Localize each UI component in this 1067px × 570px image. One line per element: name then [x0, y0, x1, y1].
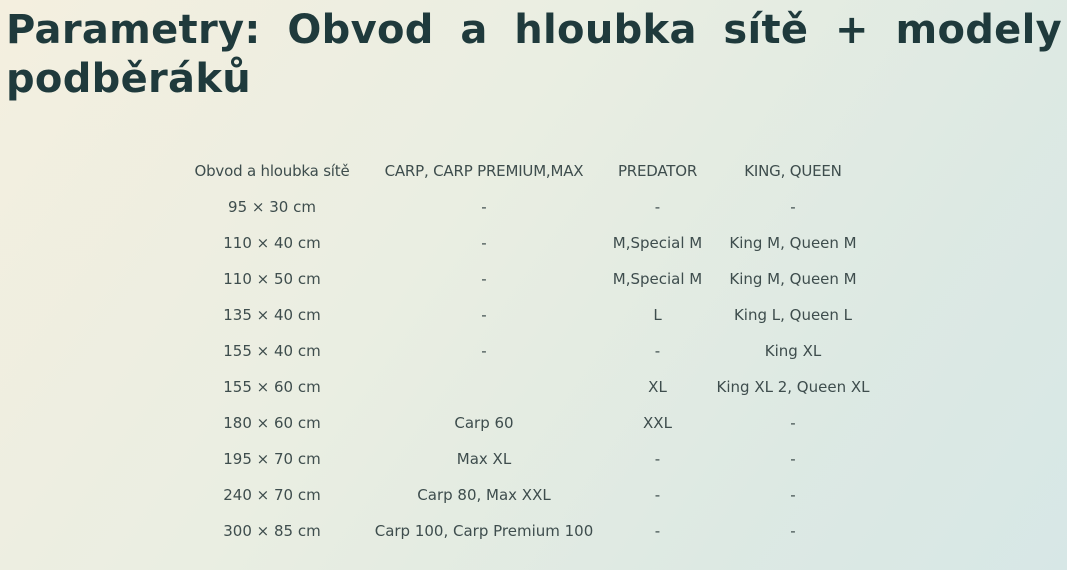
net-size-table	[182, 153, 877, 549]
cell-predator: -	[654, 522, 661, 540]
header-king-queen: KING, QUEEN	[744, 162, 842, 180]
cell-king-queen: King M, Queen M	[729, 270, 857, 288]
cell-net-size: 180 × 60 cm	[223, 414, 321, 432]
cell-net-size: 135 × 40 cm	[223, 306, 321, 324]
cell-net-size: 195 × 70 cm	[223, 450, 321, 468]
cell-predator: -	[654, 486, 661, 504]
cell-net-size: 110 × 40 cm	[223, 234, 321, 252]
cell-carp: Carp 100, Carp Premium 100	[374, 522, 594, 540]
cell-king-queen: -	[790, 522, 796, 540]
table-container	[182, 153, 882, 549]
cell-predator: -	[654, 450, 661, 468]
table-row	[182, 297, 877, 333]
cell-king-queen: King M, Queen M	[729, 234, 857, 252]
table-row	[182, 369, 877, 405]
cell-net-size: 95 × 30 cm	[228, 198, 316, 216]
cell-carp: -	[481, 198, 487, 216]
table-row	[182, 477, 877, 513]
cell-king-queen: -	[790, 450, 796, 468]
cell-carp: Carp 80, Max XXL	[417, 486, 551, 504]
header-net-size: Obvod a hloubka sítě	[194, 162, 350, 180]
cell-predator: XL	[648, 378, 667, 396]
cell-king-queen: King L, Queen L	[733, 306, 853, 324]
table-row	[182, 225, 877, 261]
cell-net-size: 155 × 40 cm	[223, 342, 321, 360]
cell-king-queen: King XL 2, Queen XL	[716, 378, 870, 396]
cell-carp: Carp 60	[454, 414, 514, 432]
header-predator: PREDATOR	[617, 162, 698, 180]
table-row	[182, 189, 877, 225]
cell-net-size: 300 × 85 cm	[223, 522, 321, 540]
cell-predator: -	[654, 198, 661, 216]
cell-predator: M,Special M	[612, 234, 703, 252]
cell-king-queen: -	[790, 198, 796, 216]
cell-net-size: 110 × 50 cm	[223, 270, 321, 288]
cell-carp: -	[481, 342, 487, 360]
cell-predator: M,Special M	[612, 270, 703, 288]
header-carp: CARP, CARP PREMIUM,MAX	[384, 162, 584, 180]
cell-carp: Max XL	[456, 450, 512, 468]
cell-king-queen: -	[790, 486, 796, 504]
table-row	[182, 261, 877, 297]
cell-carp: -	[481, 270, 487, 288]
cell-carp: -	[481, 306, 487, 324]
cell-king-queen: King XL	[764, 342, 822, 360]
cell-king-queen: -	[790, 414, 796, 432]
page-title: Parametry: Obvod a hloubka sítě + modely podběráků	[6, 7, 1062, 102]
table-row	[182, 441, 877, 477]
cell-carp: -	[481, 234, 487, 252]
cell-predator: -	[654, 342, 661, 360]
cell-carp	[362, 369, 606, 405]
cell-net-size: 155 × 60 cm	[223, 378, 321, 396]
table-row	[182, 333, 877, 369]
table-row	[182, 405, 877, 441]
table-row	[182, 513, 877, 549]
cell-predator: XXL	[643, 414, 672, 432]
cell-net-size: 240 × 70 cm	[223, 486, 321, 504]
cell-predator: L	[653, 306, 662, 324]
table-header-row	[182, 153, 877, 189]
